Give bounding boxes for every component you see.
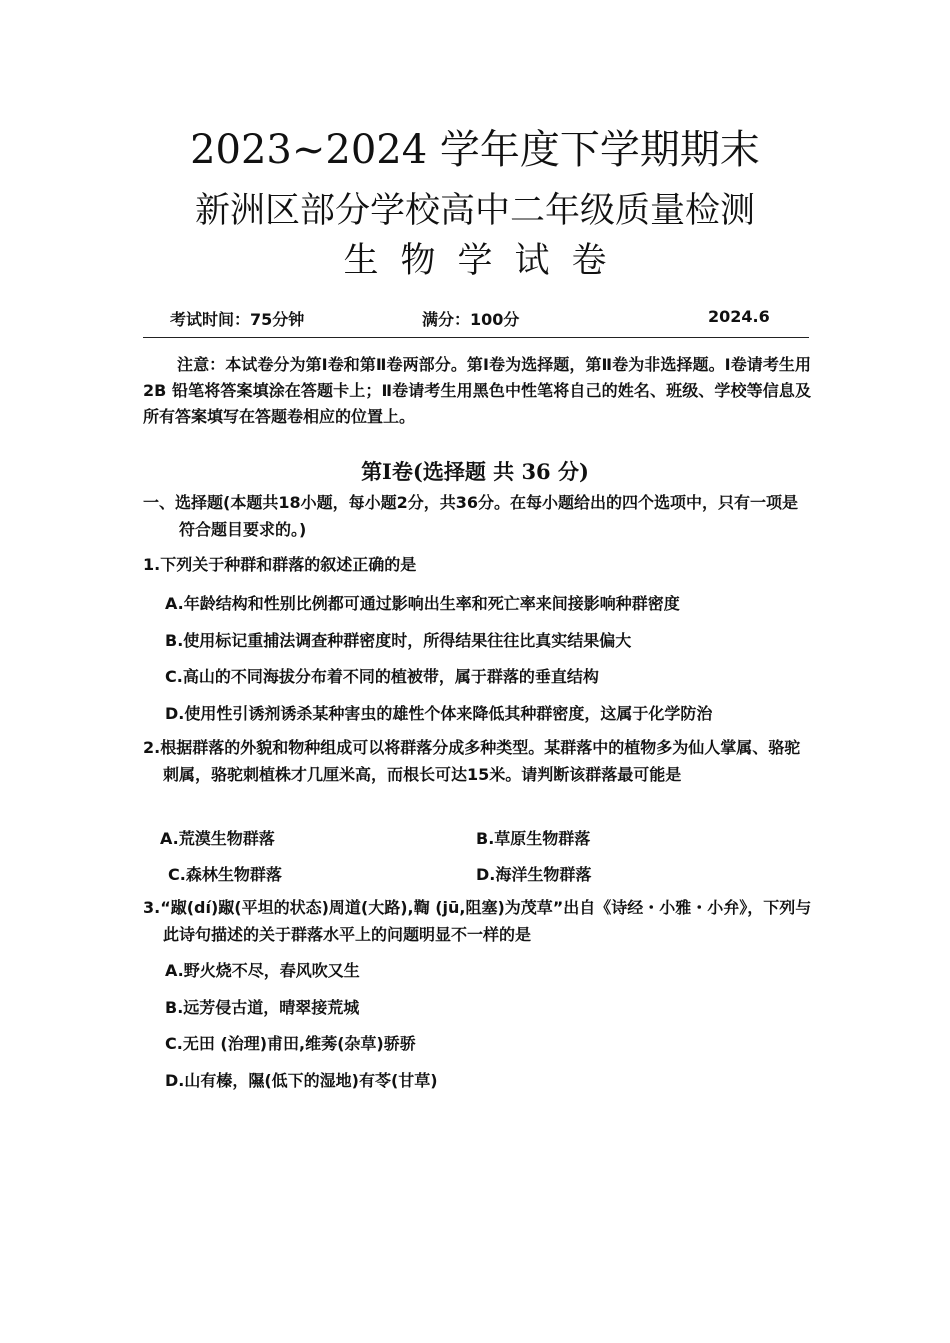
- header-divider: [143, 337, 809, 338]
- question-3-option-d: D.山有榛，隰(低下的湿地)有苓(甘草): [165, 1071, 438, 1090]
- exam-title-subject: 生物学试卷: [343, 241, 629, 281]
- exam-date: 2024.6: [708, 307, 770, 326]
- question-2-option-d: D.海洋生物群落: [476, 865, 592, 884]
- question-3-stem: 3.“踧(dí)踧(平坦的状态)周道(大路),鞫 (jū,阻塞)为茂草”出自《诗经・小雅・小弁》，下列与此诗句描述的关于群落水平上的问题明显不一样的是: [143, 898, 812, 944]
- question-1-option-b: B.使用标记重捕法调查种群密度时，所得结果往往比真实结果偏大: [165, 631, 632, 650]
- question-2-option-b: B.草原生物群落: [476, 829, 591, 848]
- exam-notice: 注意：本试卷分为第Ⅰ卷和第Ⅱ卷两部分。第Ⅰ卷为选择题，第Ⅱ卷为非选择题。Ⅰ卷请考生用2B 铅笔将答案填涂在答题卡上；Ⅱ卷请考生用黑色中性笔将自己的姓名、班级、学校等信息及所有答案填写在答题卷相应的位置上。: [143, 355, 811, 426]
- question-1-stem: 1.下列关于种群和群落的叙述正确的是: [143, 555, 417, 574]
- section-instruction: 一、选择题(本题共18小题，每小题2分，共36分。在每小题给出的四个选项中，只有一项是符合题目要求的。): [143, 493, 798, 539]
- section-title: 第Ⅰ卷(选择题 共 36 分): [361, 459, 589, 484]
- question-1-option-d: D.使用性引诱剂诱杀某种害虫的雄性个体来降低其种群密度，这属于化学防治: [165, 704, 713, 723]
- question-3-option-c: C.无田 (治理)甫田,维莠(杂草)骄骄: [165, 1034, 416, 1053]
- question-2-option-a: A.荒漠生物群落: [160, 829, 275, 848]
- question-2-stem: 2.根据群落的外貌和物种组成可以将群落分成多种类型。某群落中的植物多为仙人掌属、骆驼刺属，骆驼刺植株才几厘米高，而根长可达15米。请判断该群落最可能是: [143, 738, 801, 784]
- question-1-option-a: A.年龄结构和性别比例都可通过影响出生率和死亡率来间接影响种群密度: [165, 594, 680, 613]
- question-1-option-c: C.高山的不同海拔分布着不同的植被带，属于群落的垂直结构: [165, 667, 599, 686]
- exam-title-school: 新洲区部分学校高中二年级质量检测: [194, 191, 755, 231]
- question-3-option-a: A.野火烧不尽，春风吹又生: [165, 961, 360, 980]
- exam-full-score: 满分：100分: [422, 310, 520, 329]
- exam-title-year: 2023~2024 学年度下学期期末: [190, 127, 760, 173]
- question-2-option-c: C.森林生物群落: [168, 865, 282, 884]
- exam-time: 考试时间：75分钟: [170, 310, 305, 329]
- question-3-option-b: B.远芳侵古道，晴翠接荒城: [165, 998, 360, 1017]
